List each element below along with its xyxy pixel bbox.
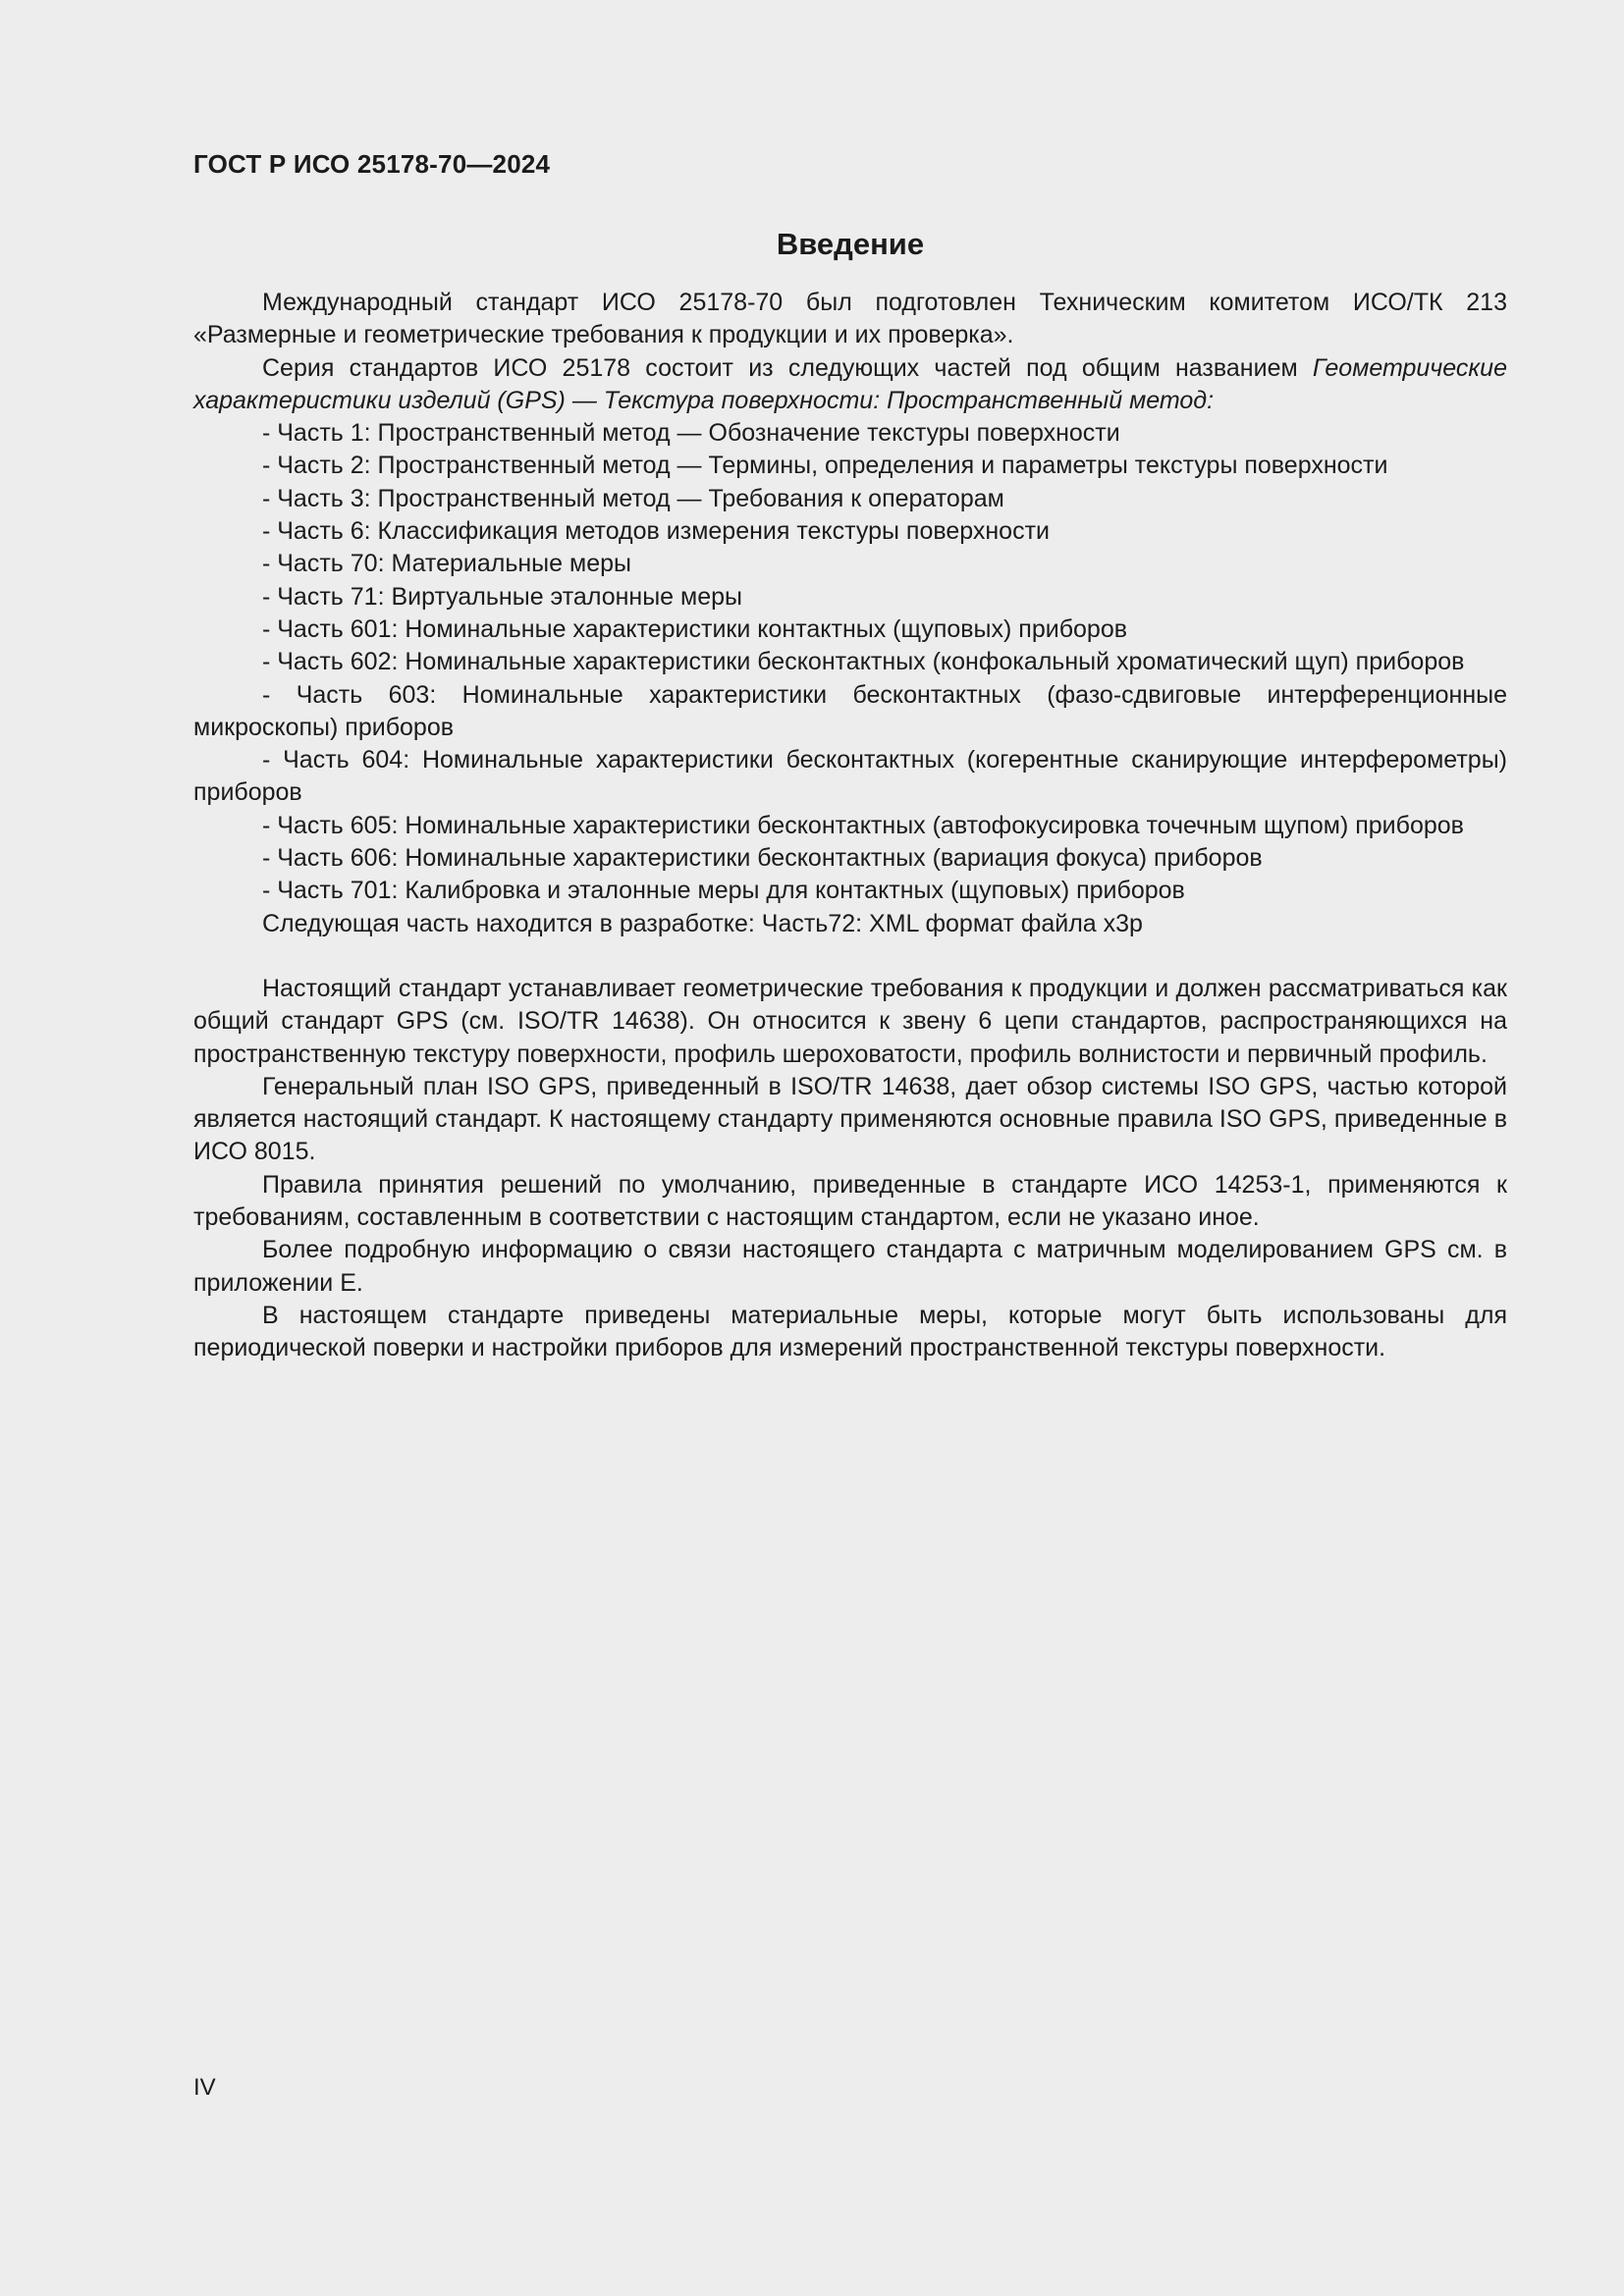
list-item-part-1: - Часть 1: Пространственный метод — Обозначение текстуры поверхности bbox=[262, 419, 1120, 448]
list-item-part-701: - Часть 701: Калибровка и эталонные меры для контактных (щуповых) приборов bbox=[262, 877, 1185, 905]
list-item-part-3: - Часть 3: Пространственный метод — Требования к операторам bbox=[262, 484, 1004, 512]
material-measures-paragraph: В настоящем стандарте приведены материальные меры, которые могут быть использованы для периодической поверки и настройки приборов для измерений пространственной текстуры поверхности. bbox=[193, 1301, 1507, 1362]
list-item-part-604: - Часть 604: Номинальные характеристики бесконтактных (когерентные сканирующие интерферометры) приборов bbox=[193, 746, 1507, 807]
paragraph-spacer bbox=[193, 940, 1507, 973]
list-item-part-70: - Часть 70: Материальные меры bbox=[262, 550, 631, 578]
series-paragraph bbox=[193, 352, 1507, 418]
list-item-part-601: - Часть 601: Номинальные характеристики контактных (щуповых) приборов bbox=[262, 614, 1128, 643]
section-heading: Введение bbox=[776, 227, 925, 261]
matrix-paragraph: Более подробную информацию о связи настоящего стандарта с матричным моделированием GPS см. в приложении Е. bbox=[193, 1236, 1507, 1297]
list-item-part-606: - Часть 606: Номинальные характеристики бесконтактных (вариация фокуса) приборов bbox=[262, 844, 1263, 873]
document-code: ГОСТ Р ИСО 25178-70—2024 bbox=[193, 149, 551, 179]
list-item-part-6: - Часть 6: Классификация методов измерения текстуры поверхности bbox=[262, 517, 1051, 546]
list-item-part-605: - Часть 605: Номинальные характеристики бесконтактных (автофокусировка точечным щупом) приборов bbox=[262, 811, 1464, 839]
series-text: Серия стандартов ИСО 25178 состоит из следующих частей под общим названием bbox=[262, 353, 1313, 382]
page-number: IV bbox=[193, 2074, 216, 2101]
decision-rules-paragraph: Правила принятия решений по умолчанию, приведенные в стандарте ИСО 14253-1, применяются к требованиям, составленным в соответствии с настоящим стандартом, если не указано иное. bbox=[193, 1170, 1507, 1232]
intro-paragraph: Международный стандарт ИСО 25178-70 был подготовлен Техническим комитетом ИСО/ТК 213 «Размерные и геометрические требования к продукции и их проверка». bbox=[193, 289, 1507, 349]
series-title: Геометрические характеристики изделий (GPS) — Текстура поверхности: Пространственный метод: bbox=[193, 353, 1507, 414]
list-item-part-602: - Часть 602: Номинальные характеристики бесконтактных (конфокальный хроматический щуп) приборов bbox=[262, 648, 1465, 676]
list-item-part-2: - Часть 2: Пространственный метод — Термины, определения и параметры текстуры поверхности bbox=[262, 452, 1388, 480]
list-item-part-603: - Часть 603: Номинальные характеристики бесконтактных (фазо-сдвиговые интерференционные микроскопы) приборов bbox=[193, 680, 1507, 741]
masterplan-paragraph: Генеральный план ISO GPS, приведенный в ISO/TR 14638, дает обзор системы ISO GPS, частью которой является настоящий стандарт. К настоящему стандарту применяются основные правила ISO GPS, приведенные в ИСО 8015. bbox=[193, 1072, 1508, 1166]
list-item-part-71: - Часть 71: Виртуальные эталонные меры bbox=[262, 582, 742, 611]
scope-paragraph: Настоящий стандарт устанавливает геометрические требования к продукции и должен рассматриваться как общий стандарт GPS (см. ISO/TR 14638). Он относится к звену 6 цепи стандартов, распространяющихся на пространственную текстуру поверхности, профиль шероховатости, профиль волнистости и первичный профиль. bbox=[193, 974, 1507, 1068]
in-development-note: Следующая часть находится в разработке: Часть72: XML формат файла x3p bbox=[262, 909, 1143, 937]
document-body bbox=[193, 287, 1507, 1365]
